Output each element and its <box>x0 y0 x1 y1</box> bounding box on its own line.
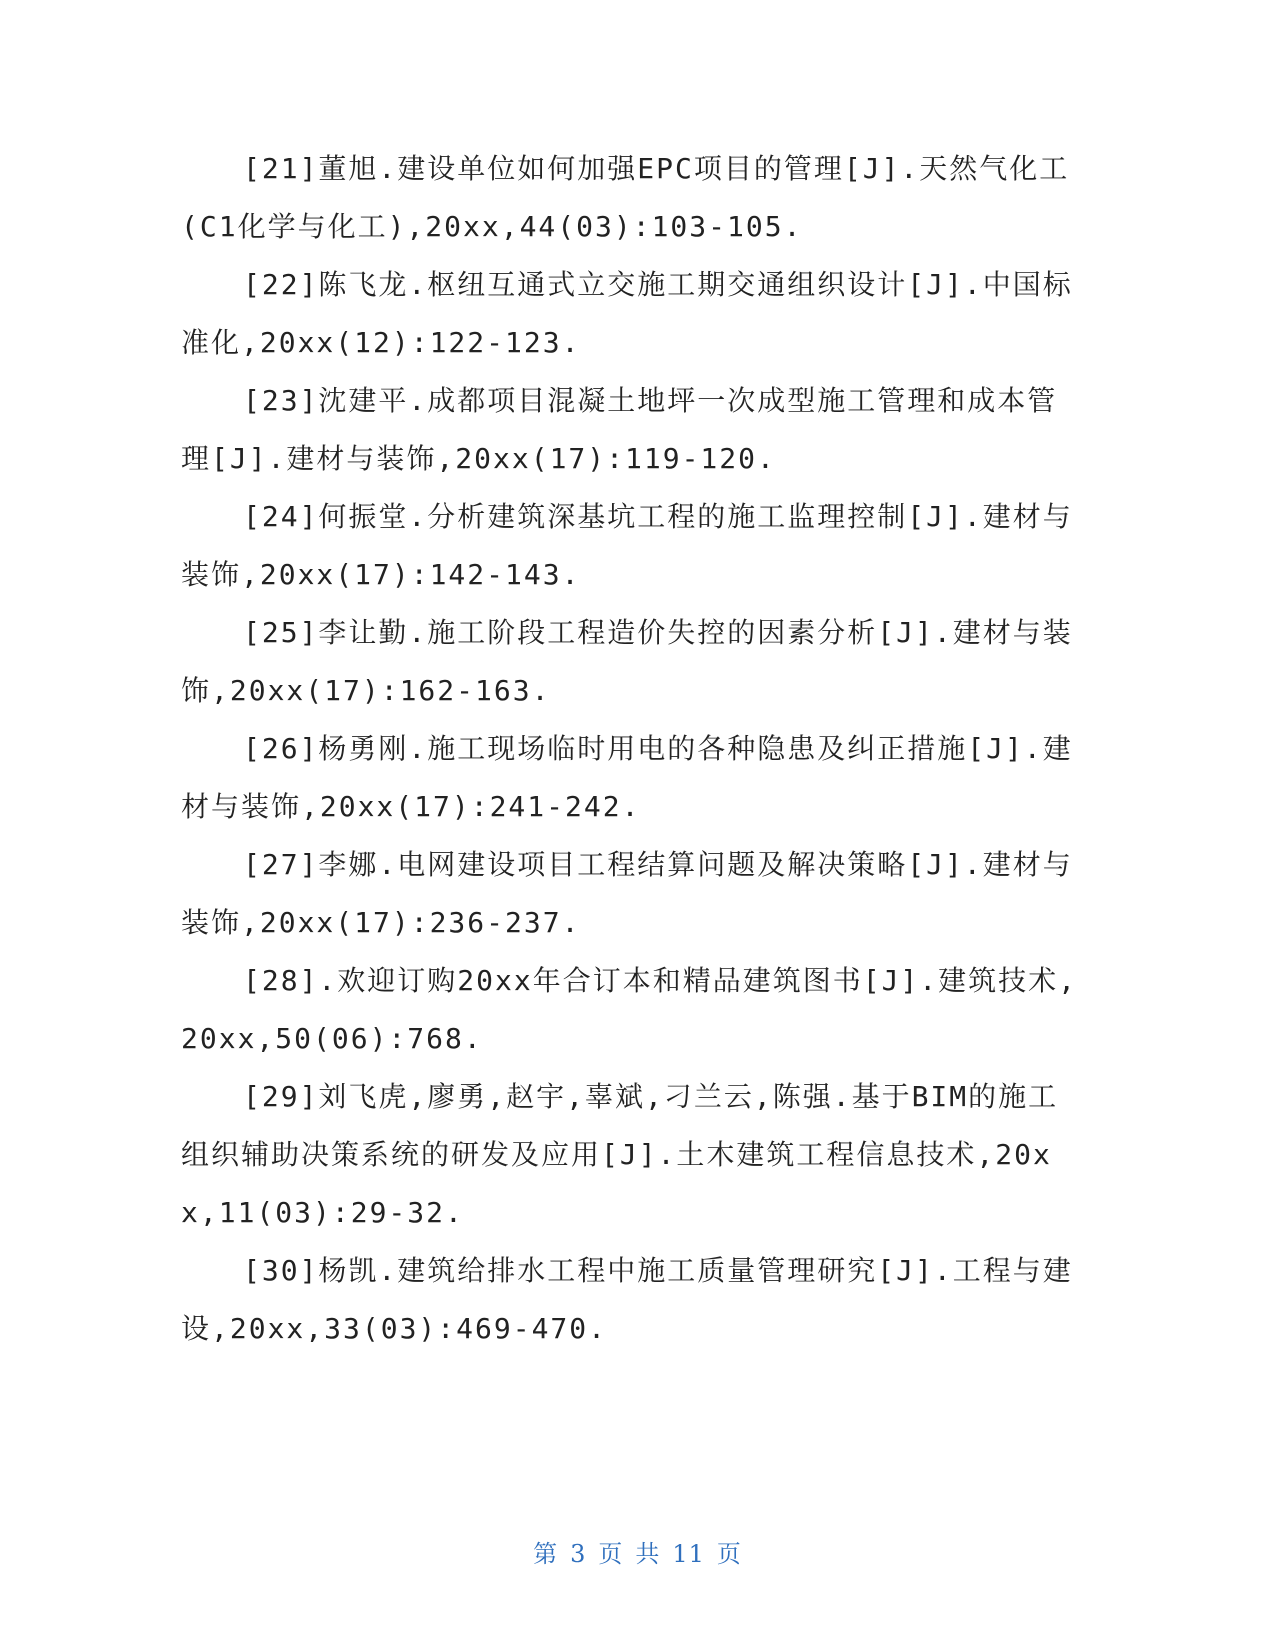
footer-label-page: 第 <box>533 1540 559 1568</box>
reference-item-27: [27]李娜.电网建设项目工程结算问题及解决策略[J].建材与装饰,20xx(17):236-237. <box>181 848 1073 939</box>
reference-item-22: [22]陈飞龙.枢纽互通式立交施工期交通组织设计[J].中国标准化,20xx(12):122-123. <box>181 268 1073 359</box>
reference-item-30: [30]杨凯.建筑给排水工程中施工质量管理研究[J].工程与建设,20xx,33(03):469-470. <box>181 1254 1073 1345</box>
reference-item-24: [24]何振堂.分析建筑深基坑工程的施工监理控制[J].建材与装饰,20xx(17):142-143. <box>181 500 1073 591</box>
footer-label-total: 共 <box>635 1540 661 1568</box>
footer-label-ye2: 页 <box>716 1540 742 1568</box>
reference-item-29: [29]刘飞虎,廖勇,赵宇,辜斌,刁兰云,陈强.基于BIM的施工组织辅助决策系统的研发及应用[J].土木建筑工程信息技术,20xx,11(03):29-32. <box>181 1080 1059 1229</box>
reference-list <box>181 140 1086 1358</box>
footer-label-ye: 页 <box>598 1540 624 1568</box>
page-footer <box>0 1534 1275 1569</box>
reference-item-21: [21]董旭.建设单位如何加强EPC项目的管理[J].天然气化工(C1化学与化工),20xx,44(03):103-105. <box>181 152 1070 243</box>
reference-item-28: [28].欢迎订购20xx年合订本和精品建筑图书[J].建筑技术,20xx,50(06):768. <box>181 964 1078 1055</box>
footer-current-page: 3 <box>570 1540 587 1568</box>
footer-total-pages: 11 <box>672 1540 705 1568</box>
reference-item-25: [25]李让勤.施工阶段工程造价失控的因素分析[J].建材与装饰,20xx(17):162-163. <box>181 616 1073 707</box>
reference-item-23: [23]沈建平.成都项目混凝土地坪一次成型施工管理和成本管理[J].建材与装饰,20xx(17):119-120. <box>181 384 1058 475</box>
reference-item-26: [26]杨勇刚.施工现场临时用电的各种隐患及纠正措施[J].建材与装饰,20xx(17):241-242. <box>181 732 1073 823</box>
